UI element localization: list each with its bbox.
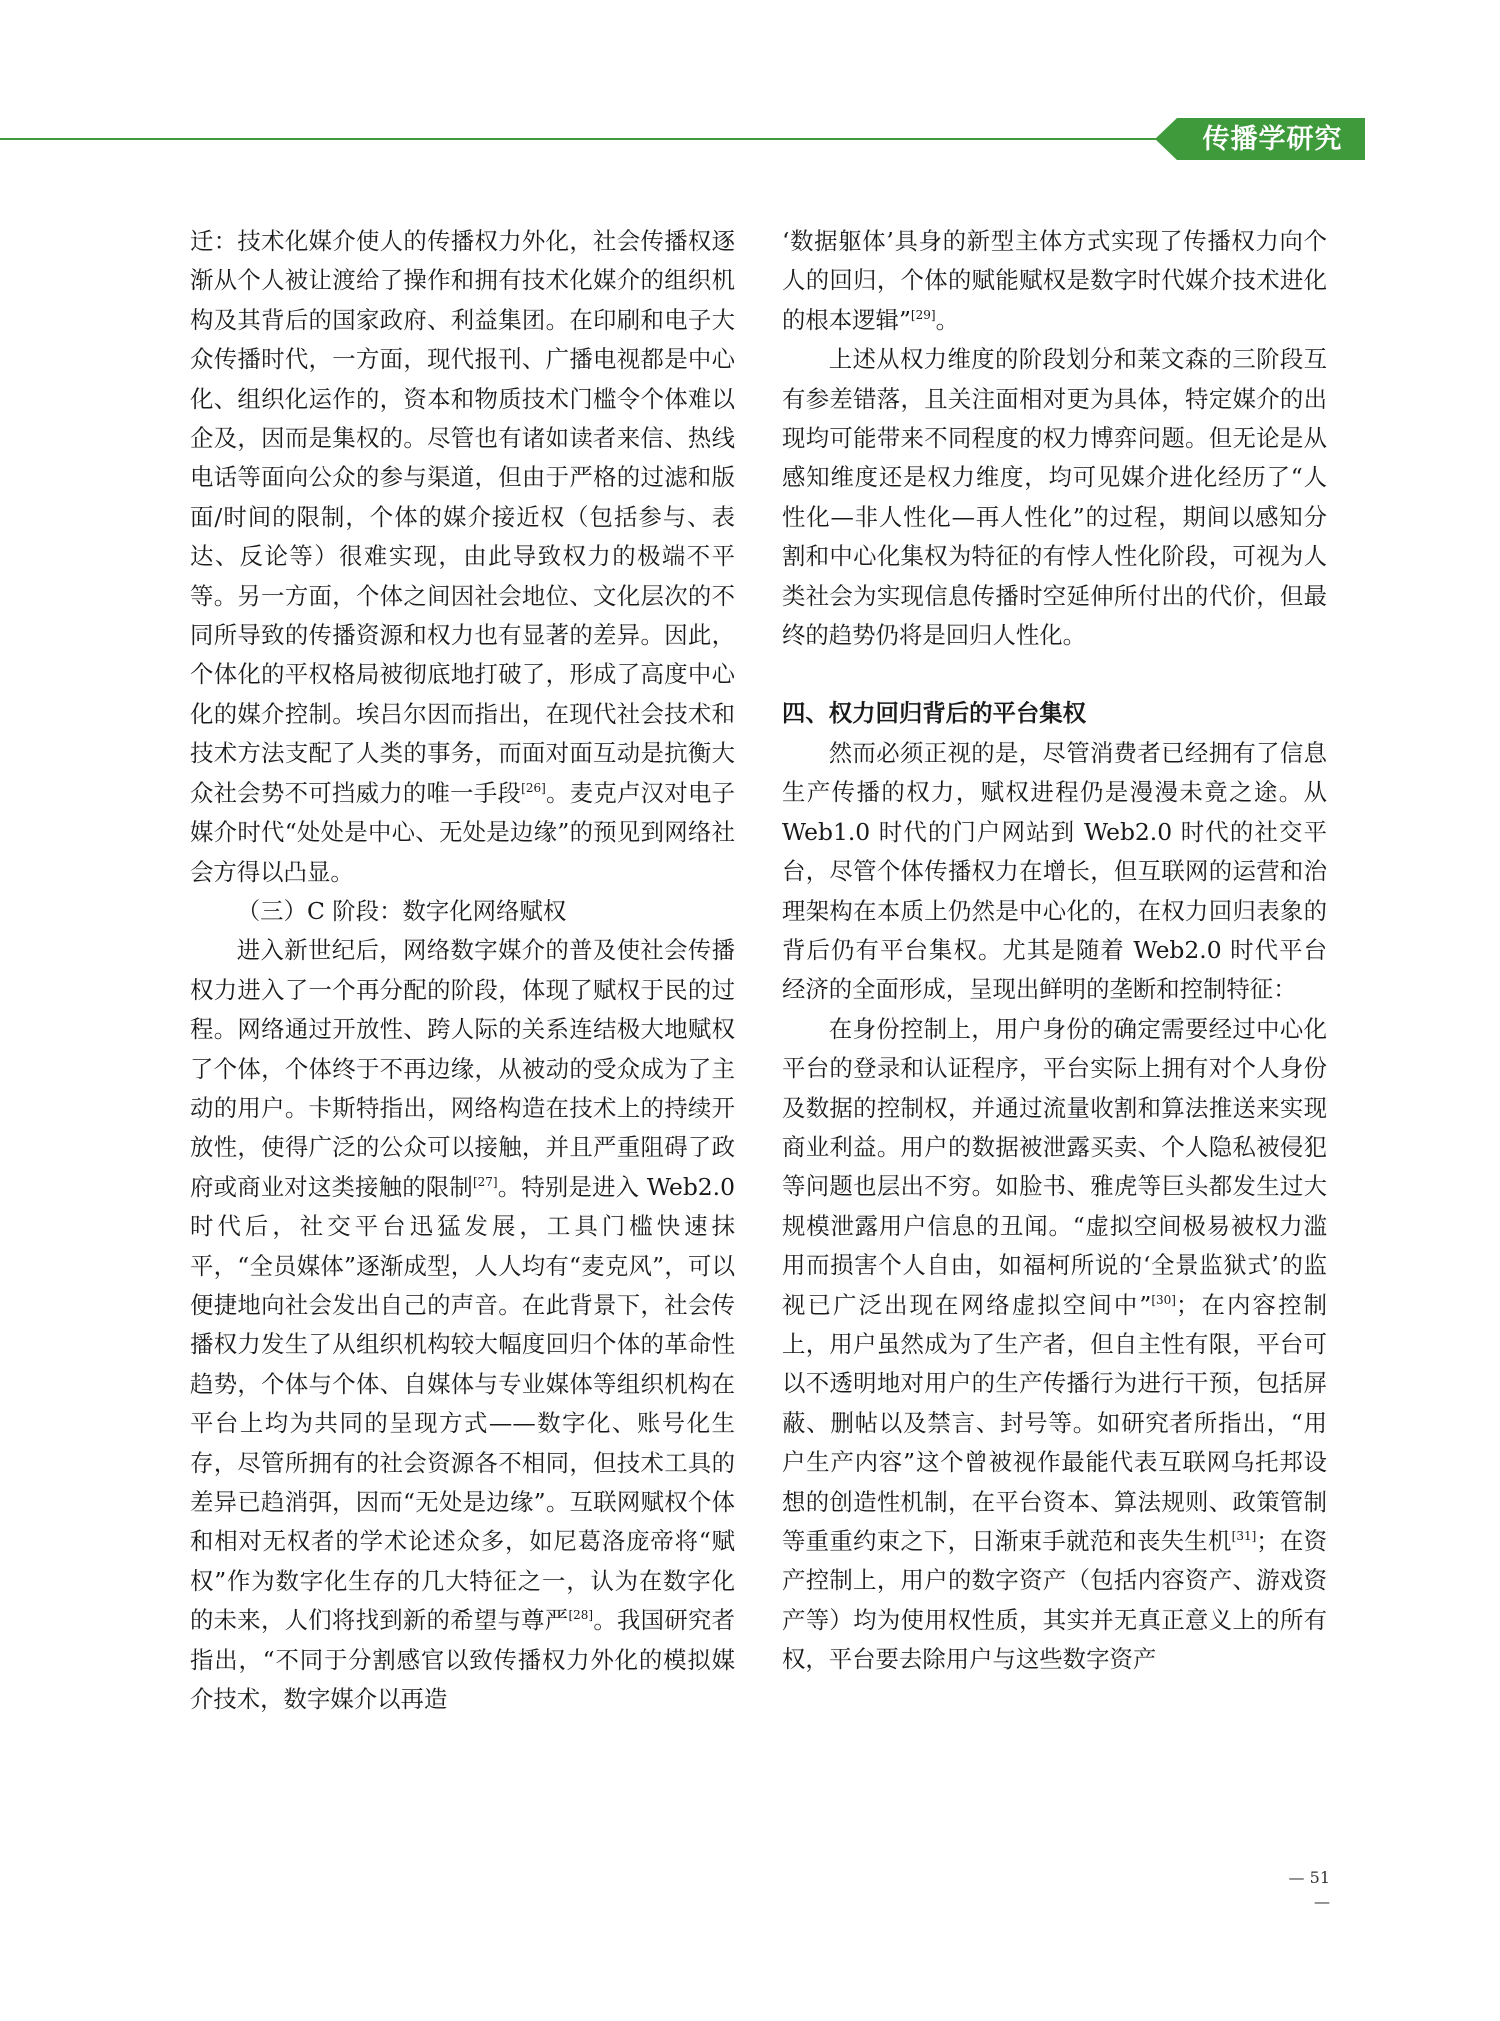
citation: [27] bbox=[472, 1174, 498, 1189]
section-title: 传播学研究 bbox=[1202, 124, 1343, 155]
header-rule bbox=[0, 138, 1160, 140]
citation: [31] bbox=[1231, 1529, 1257, 1544]
subsection-heading: （三）C 阶段：数字化网络赋权 bbox=[236, 896, 567, 925]
left-column bbox=[190, 222, 735, 1719]
citation: [26] bbox=[521, 780, 546, 795]
paragraph: 在身份控制上，用户身份的确定需要经过中心化平台的登录和认证程序，平台实际上拥有对个人身份及数据的控制权，并通过流量收割和算法推送来实现商业利益。用户的数据被泄露买卖、个人隐私被侵犯等问题也层出不穷。如脸书、雅虎等巨头都发生过大规模泄露用户信息的丑闻。“虚拟空间极易被权力滥用而损害个人自由，如福柯所说的‘全景监狱式’的监视已广泛出现在网络虚拟空间中”[30]；在内容控制上，用户虽然成为了生产者，但自主性有限，平台可以不透明地对用户的生产传播行为进行干预，包括屏蔽、删帖以及禁言、封号等。如研究者所指出，“用户生产内容”这个曾被视作最能代表互联网乌托邦设想的创造性机制，在平台资本、算法规则、政策管制等重重约束之下，日渐束手就范和丧失生机[31]；在资产控制上，用户的数字资产（包括内容资产、游戏资产等）均为使用权性质，其实并无真正意义上的所有权，平台要去除用户与这些数字资产 bbox=[782, 1014, 1328, 1674]
citation: [28] bbox=[568, 1608, 594, 1623]
citation: [30] bbox=[1151, 1292, 1176, 1307]
paragraph: ‘数据躯体’具身的新型主体方式实现了传播权力向个人的回归，个体的赋能赋权是数字时代媒介技术进化的根本逻辑”[29]。 bbox=[782, 227, 1327, 334]
section-heading: 四、权力回归背后的平台集权 bbox=[782, 699, 1087, 728]
paragraph: 然而必须正视的是，尽管消费者已经拥有了信息生产传播的权力，赋权进程仍是漫漫未竟之途。从 Web1.0 时代的门户网站到 Web2.0 时代的社交平台，尽管个体传播权力在增长，但互联网的运营和治理架构在本质上仍然是中心化的，在权力回归表象的背后仍有平台集权。尤其是随着 Web2.0 时代平台经济的全面形成，呈现出鲜明的垄断和控制特征： bbox=[782, 738, 1327, 1004]
paragraph: 进入新世纪后，网络数字媒介的普及使社会传播权力进入了一个再分配的阶段，体现了赋权于民的过程。网络通过开放性、跨人际的关系连结极大地赋权了个体，个体终于不再边缘，从被动的受众成为了主动的用户。卡斯特指出，网络构造在技术上的持续开放性，使得广泛的公众可以接触，并且严重阻碍了政府或商业对这类接触的限制[27]。特别是进入 Web2.0 时代后，社交平台迅猛发展，工具门槛快速抹平，“全员媒体”逐渐成型，人人均有“麦克风”，可以便捷地向社会发出自己的声音。在此背景下，社会传播权力发生了从组织机构较大幅度回归个体的革命性趋势，个体与个体、自媒体与专业媒体等组织机构在平台上均为共同的呈现方式——数字化、账号化生存，尽管所拥有的社会资源各不相同，但技术工具的差异已趋消弭，因而“无处是边缘”。互联网赋权个体和相对无权者的学术论述众多，如尼葛洛庞帝将“赋权”作为数字化生存的几大特征之一，认为在数字化的未来，人们将找到新的希望与尊严[28]。我国研究者指出，“不同于分割感官以致传播权力外化的模拟媒介技术，数字媒介以再造 bbox=[190, 936, 736, 1714]
citation: [29] bbox=[910, 308, 936, 323]
page-number: — 51 — bbox=[1288, 1868, 1330, 1911]
paragraph: 上述从权力维度的阶段划分和莱文森的三阶段互有参差错落，且关注面相对更为具体，特定媒介的出现均可能带来不同程度的权力博弈问题。但无论是从感知维度还是权力维度，均可见媒介进化经历了“人性化—非人性化—再人性化”的过程，期间以感知分割和中心化集权为特征的有悖人性化阶段，可视为人类社会为实现信息传播时空延伸所付出的代价，但最终的趋势仍将是回归人性化。 bbox=[782, 345, 1327, 650]
paragraph: 迁：技术化媒介使人的传播权力外化，社会传播权逐渐从个人被让渡给了操作和拥有技术化媒介的组织机构及其背后的国家政府、利益集团。在印刷和电子大众传播时代，一方面，现代报刊、广播电视都是中心化、组织化运作的，资本和物质技术门槛令个体难以企及，因而是集权的。尽管也有诸如读者来信、热线电话等面向公众的参与渠道，但由于严格的过滤和版面/时间的限制，个体的媒介接近权（包括参与、表达、反论等）很难实现，由此导致权力的极端不平等。另一方面，个体之间因社会地位、文化层次的不同所导致的传播资源和权力也有显著的差异。因此，个体化的平权格局被彻底地打破了，形成了高度中心化的媒介控制。埃吕尔因而指出，在现代社会技术和技术方法支配了人类的事务，而面对面互动是抗衡大众社会势不可挡威力的唯一手段[26]。麦克卢汉对电子媒介时代“处处是中心、无处是边缘”的预见到网络社会方得以凸显。 bbox=[190, 227, 736, 886]
right-column bbox=[782, 222, 1327, 1680]
